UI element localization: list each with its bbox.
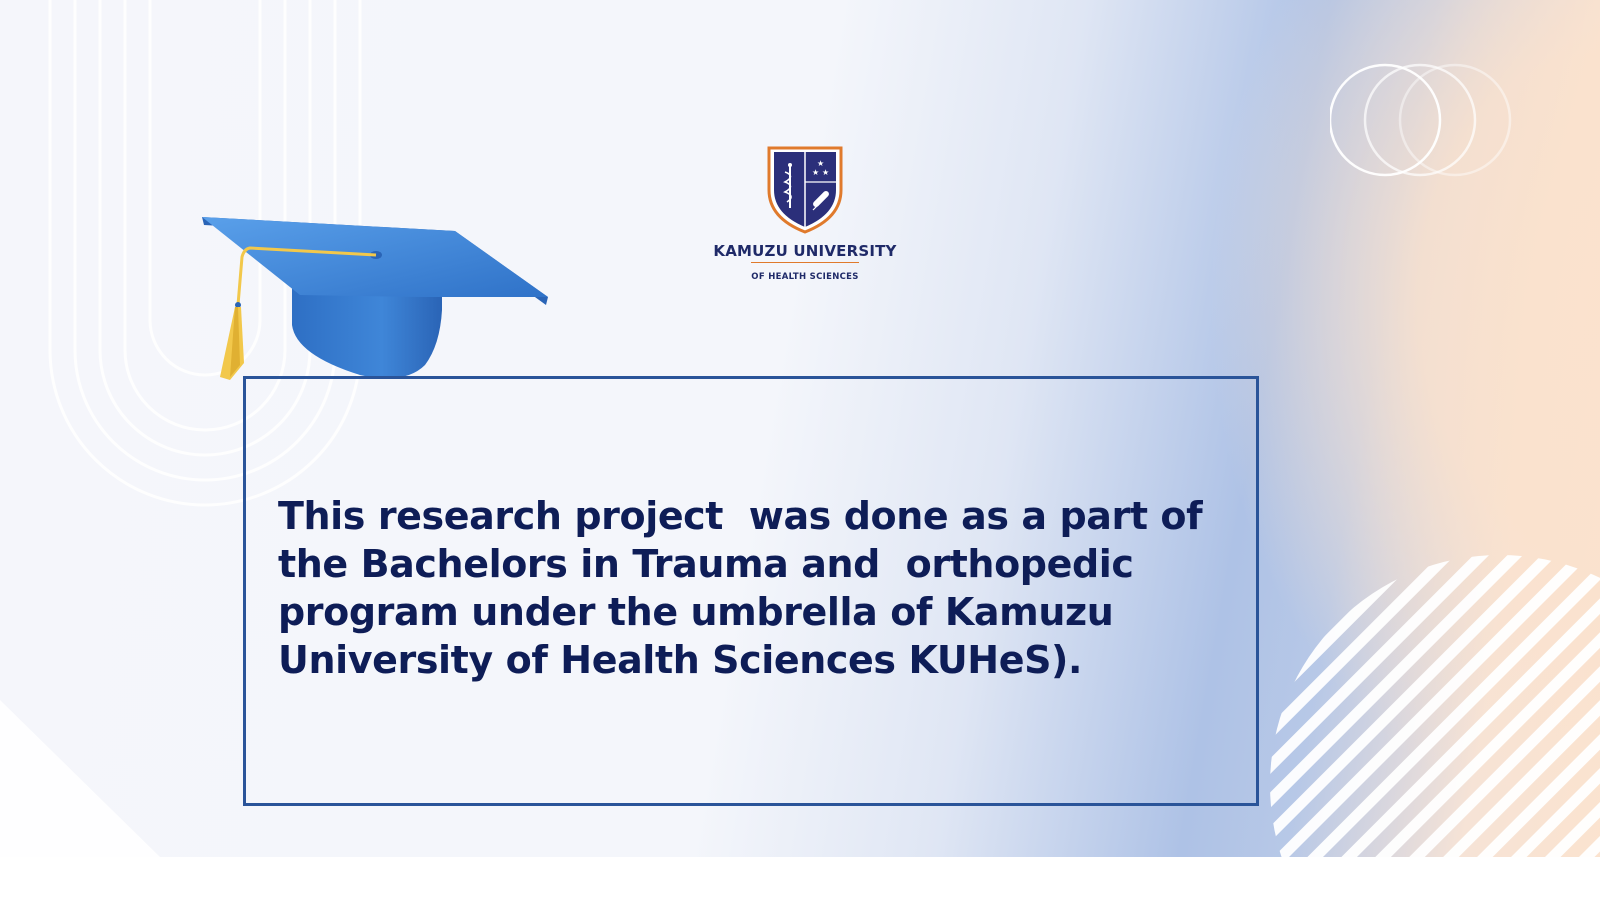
svg-text:★: ★ [822, 168, 830, 177]
university-logo [700, 144, 910, 284]
university-crest-icon [763, 144, 847, 236]
statement-box [243, 376, 1259, 806]
graduation-cap-icon [200, 215, 570, 390]
university-subtitle: OF HEALTH SCIENCES [751, 272, 859, 282]
overlapping-rings-decor [1330, 62, 1520, 178]
svg-text:★: ★ [817, 159, 825, 168]
statement-text: This research project was done as a part of the Bachelors in Trauma and orthopedic program under the umbrella of Kamuzu University of Health Sciences KUHeS). [278, 494, 1216, 682]
university-name: KAMUZU UNIVERSITY [713, 242, 897, 260]
svg-text:★: ★ [812, 168, 820, 177]
striped-circle-decor [1270, 555, 1600, 857]
university-subtitle-wrap [751, 262, 858, 283]
